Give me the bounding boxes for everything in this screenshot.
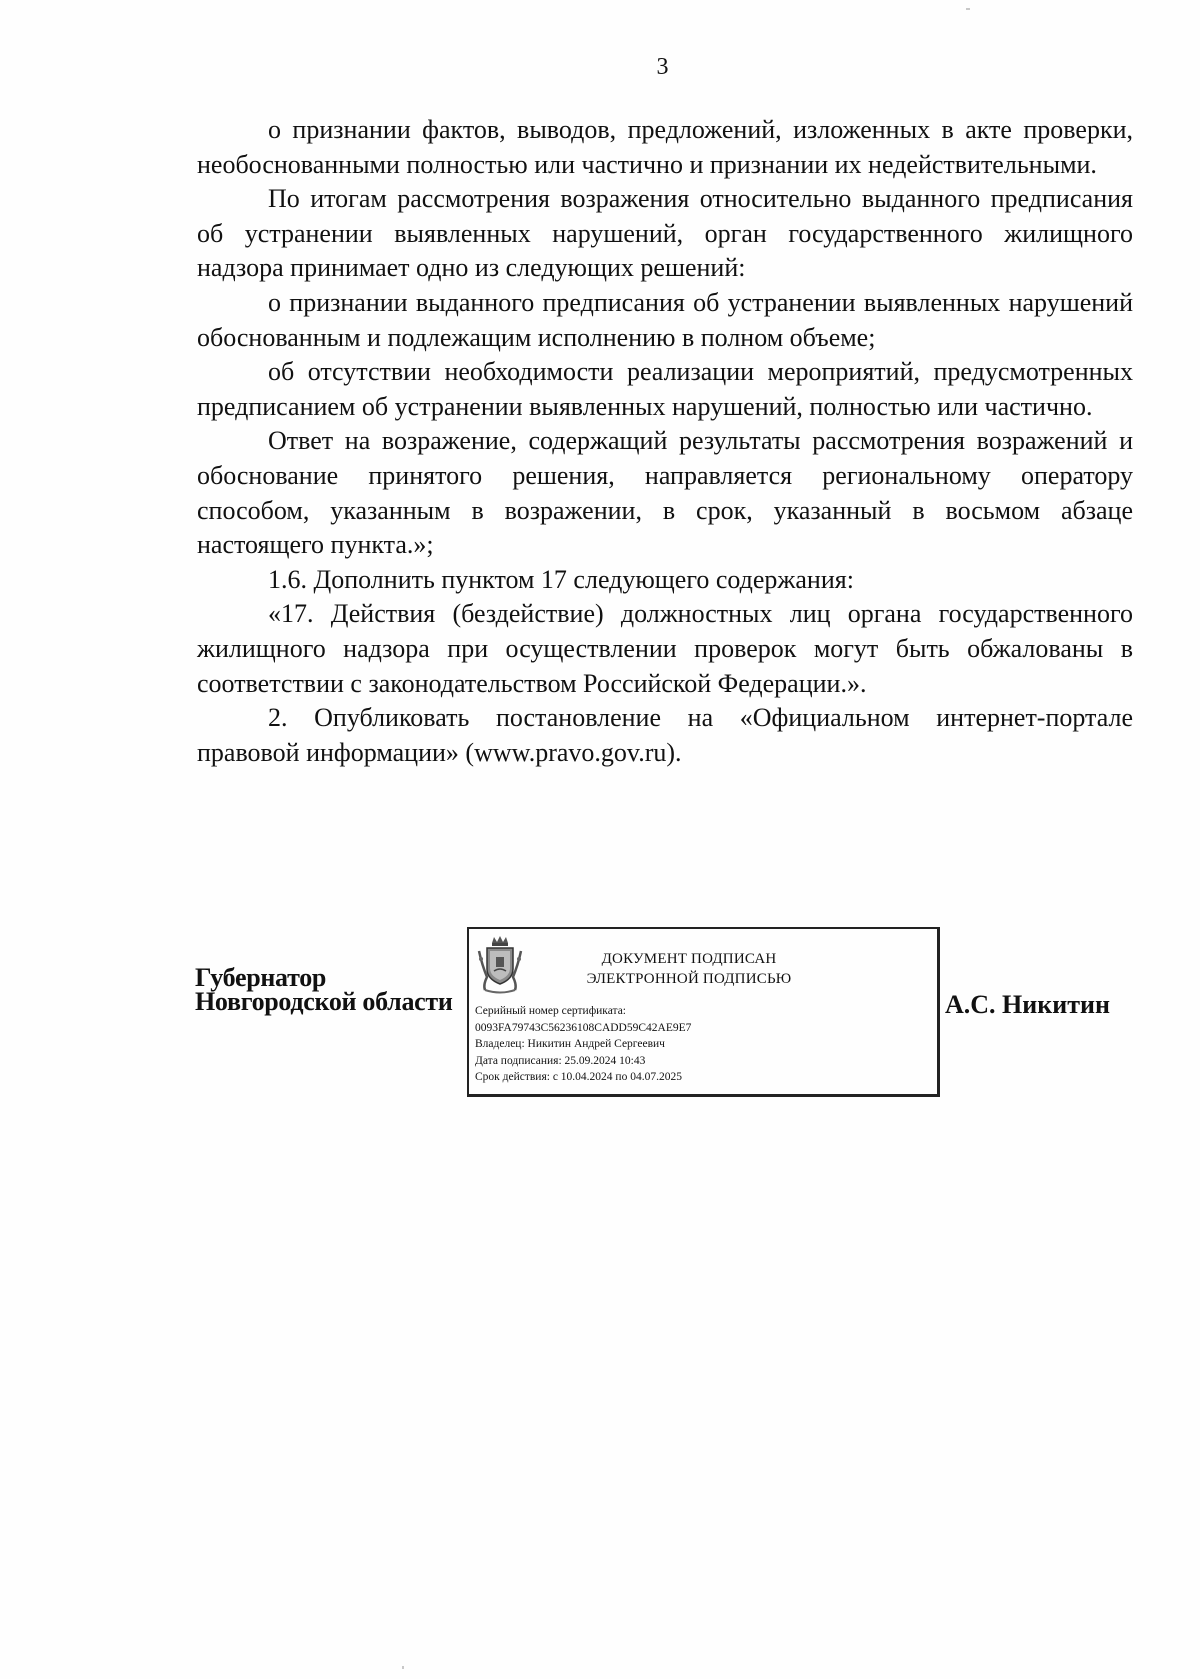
stamp-header	[539, 949, 839, 989]
stamp-header-line: ЭЛЕКТРОННОЙ ПОДПИСЬЮ	[586, 971, 792, 987]
certificate-validity: Срок действия: с 10.04.2024 по 04.07.2025	[475, 1071, 682, 1084]
body-paragraph: Ответ на возражение, содержащий результаты рассмотрения возражений и обоснование принятого решения, направляется региональному оператору способом, указанным в возражении, в срок, указанный в восьмом абзаце настоящего пункта.»;	[197, 426, 1133, 560]
body-paragraph: о признании фактов, выводов, предложений, изложенных в акте проверки, необоснованными полностью или частично и признании их недействительными.	[197, 115, 1133, 179]
signatory-position	[195, 963, 453, 1016]
document-body	[197, 113, 1133, 770]
signatory-title-line: Губернатор	[195, 963, 327, 992]
coat-of-arms-icon	[477, 935, 523, 995]
stamp-header-line: ДОКУМЕНТ ПОДПИСАН	[601, 951, 777, 967]
signatory-region-line: Новгородской области	[195, 987, 453, 1016]
certificate-serial-value: 0093FA79743C56236108CADD59C42AE9E7	[475, 1021, 692, 1034]
body-paragraph: 1.6. Дополнить пунктом 17 следующего содержания:	[268, 564, 854, 594]
body-paragraph: 2. Опубликовать постановление на «Официальном интернет-портале правовой информации» (www.pravo.gov.ru).	[197, 703, 1133, 767]
stamp-details	[475, 1003, 691, 1086]
body-paragraph: «17. Действия (бездействие) должностных лиц органа государственного жилищного надзора при осуществлении проверок могут быть обжалованы в соответствии с законодательством Российской Федерации.».	[197, 599, 1133, 698]
scan-speck	[402, 1666, 404, 1669]
body-paragraph: об отсутствии необходимости реализации мероприятий, предусмотренных предписанием об устранении выявленных нарушений, полностью или частично.	[197, 357, 1133, 421]
signer-name: А.С. Никитин	[945, 990, 1110, 1019]
electronic-signature-stamp	[467, 927, 940, 1097]
signing-date: Дата подписания: 25.09.2024 10:43	[475, 1054, 646, 1067]
body-paragraph: о признании выданного предписания об устранении выявленных нарушений обоснованным и подлежащим исполнению в полном объеме;	[197, 287, 1133, 352]
certificate-serial-label: Серийный номер сертификата:	[475, 1005, 626, 1017]
certificate-owner: Владелец: Никитин Андрей Сергеевич	[475, 1038, 665, 1051]
body-paragraph: По итогам рассмотрения возражения относительно выданного предписания об устранении выявленных нарушений, орган государственного жилищного надзора принимает одно из следующих решений:	[197, 184, 1133, 283]
page-number: 3	[656, 54, 669, 80]
scan-speck	[966, 8, 970, 10]
